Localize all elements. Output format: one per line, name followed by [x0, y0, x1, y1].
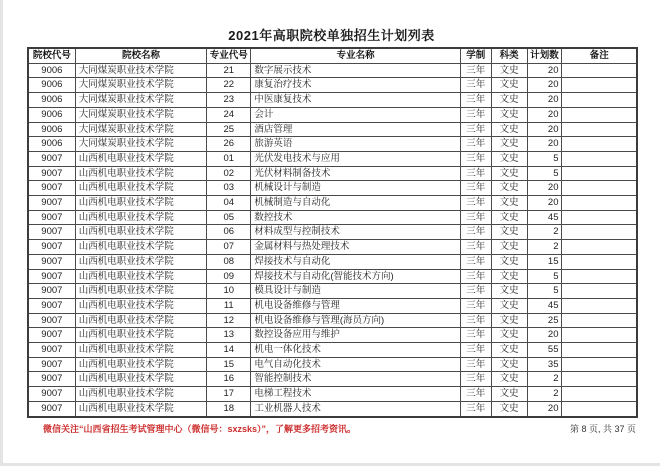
- note-cell: [562, 298, 637, 313]
- table-row: [28, 196, 637, 211]
- college-name-cell: 山西机电职业技术学院: [75, 343, 206, 358]
- category-cell: 文史: [491, 240, 527, 255]
- major-code-cell: 22: [207, 78, 251, 93]
- duration-cell: 三年: [460, 269, 491, 284]
- note-cell: [562, 401, 637, 416]
- major-code-cell: 18: [207, 401, 251, 416]
- duration-cell: 三年: [460, 78, 491, 93]
- college-code-cell: 9007: [28, 196, 75, 211]
- duration-cell: 三年: [460, 284, 491, 299]
- college-name-cell: 山西机电职业技术学院: [75, 181, 206, 196]
- major-code-cell: 06: [207, 225, 251, 240]
- category-cell: 文史: [491, 313, 527, 328]
- major-name-cell: 电气自动化技术: [251, 357, 461, 372]
- college-name-cell: 山西机电职业技术学院: [75, 151, 206, 166]
- college-name-cell: 山西机电职业技术学院: [75, 196, 206, 211]
- category-cell: 文史: [491, 225, 527, 240]
- major-name-cell: 机械设计与制造: [251, 181, 461, 196]
- college-code-cell: 9006: [28, 107, 75, 122]
- table-header: [28, 48, 637, 63]
- major-code-cell: 05: [207, 210, 251, 225]
- major-name-cell: 智能控制技术: [251, 372, 461, 387]
- major-code-cell: 23: [207, 93, 251, 108]
- header-duration: 学制: [460, 48, 491, 63]
- note-cell: [562, 225, 637, 240]
- plan-count-cell: 55: [527, 343, 562, 358]
- college-name-cell: 山西机电职业技术学院: [75, 284, 206, 299]
- college-code-cell: 9007: [28, 254, 75, 269]
- category-cell: 文史: [491, 372, 527, 387]
- note-cell: [562, 254, 637, 269]
- plan-count-cell: 5: [527, 284, 562, 299]
- college-name-cell: 山西机电职业技术学院: [75, 210, 206, 225]
- college-code-cell: 9006: [28, 122, 75, 137]
- category-cell: 文史: [491, 328, 527, 343]
- plan-count-cell: 15: [527, 254, 562, 269]
- note-cell: [562, 269, 637, 284]
- duration-cell: 三年: [460, 254, 491, 269]
- plan-count-cell: 45: [527, 210, 562, 225]
- table-row: [28, 313, 637, 328]
- category-cell: 文史: [491, 401, 527, 416]
- major-name-cell: 酒店管理: [251, 122, 461, 137]
- major-name-cell: 数控技术: [251, 210, 461, 225]
- duration-cell: 三年: [460, 122, 491, 137]
- duration-cell: 三年: [460, 107, 491, 122]
- college-name-cell: 山西机电职业技术学院: [75, 298, 206, 313]
- plan-count-cell: 20: [527, 196, 562, 211]
- category-cell: 文史: [491, 357, 527, 372]
- major-code-cell: 24: [207, 107, 251, 122]
- category-cell: 文史: [491, 343, 527, 358]
- plan-count-cell: 20: [527, 63, 562, 78]
- college-code-cell: 9007: [28, 401, 75, 416]
- category-cell: 文史: [491, 181, 527, 196]
- plan-count-cell: 20: [527, 122, 562, 137]
- college-name-cell: 大同煤炭职业技术学院: [75, 63, 206, 78]
- table-row: [28, 225, 637, 240]
- major-name-cell: 焊接技术与自动化(智能技术方向): [251, 269, 461, 284]
- table-row: [28, 254, 637, 269]
- college-code-cell: 9007: [28, 372, 75, 387]
- page-number-indicator: 第 8 页, 共 37 页: [569, 423, 636, 434]
- duration-cell: 三年: [460, 357, 491, 372]
- major-code-cell: 08: [207, 254, 251, 269]
- college-name-cell: 大同煤炭职业技术学院: [75, 137, 206, 152]
- note-cell: [562, 137, 637, 152]
- duration-cell: 三年: [460, 387, 491, 402]
- major-code-cell: 10: [207, 284, 251, 299]
- category-cell: 文史: [491, 151, 527, 166]
- duration-cell: 三年: [460, 313, 491, 328]
- page-footer: [27, 422, 638, 435]
- college-name-cell: 山西机电职业技术学院: [75, 225, 206, 240]
- college-name-cell: 山西机电职业技术学院: [75, 357, 206, 372]
- major-code-cell: 03: [207, 181, 251, 196]
- table-row: [28, 343, 637, 358]
- category-cell: 文史: [491, 254, 527, 269]
- college-code-cell: 9007: [28, 225, 75, 240]
- duration-cell: 三年: [460, 196, 491, 211]
- category-cell: 文史: [491, 196, 527, 211]
- college-code-cell: 9006: [28, 78, 75, 93]
- duration-cell: 三年: [460, 225, 491, 240]
- note-cell: [562, 210, 637, 225]
- table-body: [28, 63, 637, 416]
- category-cell: 文史: [491, 298, 527, 313]
- note-cell: [562, 196, 637, 211]
- college-name-cell: 大同煤炭职业技术学院: [75, 107, 206, 122]
- plan-count-cell: 35: [527, 357, 562, 372]
- note-cell: [562, 93, 637, 108]
- table-row: [28, 166, 637, 181]
- wechat-notice: 微信关注“山西省招生考试管理中心（微信号：sxzsks）”，了解更多招考资讯。: [43, 423, 357, 434]
- duration-cell: 三年: [460, 240, 491, 255]
- college-code-cell: 9007: [28, 151, 75, 166]
- major-name-cell: 电梯工程技术: [251, 387, 461, 402]
- note-cell: [562, 328, 637, 343]
- college-name-cell: 山西机电职业技术学院: [75, 254, 206, 269]
- major-code-cell: 12: [207, 313, 251, 328]
- major-code-cell: 11: [207, 298, 251, 313]
- header-major-name: 专业名称: [251, 48, 461, 63]
- table-row: [28, 137, 637, 152]
- major-code-cell: 17: [207, 387, 251, 402]
- duration-cell: 三年: [460, 298, 491, 313]
- plan-count-cell: 5: [527, 151, 562, 166]
- duration-cell: 三年: [460, 151, 491, 166]
- duration-cell: 三年: [460, 343, 491, 358]
- note-cell: [562, 284, 637, 299]
- college-code-cell: 9007: [28, 328, 75, 343]
- plan-count-cell: 2: [527, 387, 562, 402]
- major-name-cell: 材料成型与控制技术: [251, 225, 461, 240]
- table-row: [28, 107, 637, 122]
- header-college-code: 院校代号: [28, 48, 75, 63]
- major-code-cell: 25: [207, 122, 251, 137]
- plan-count-cell: 20: [527, 137, 562, 152]
- duration-cell: 三年: [460, 166, 491, 181]
- note-cell: [562, 372, 637, 387]
- major-name-cell: 机械制造与自动化: [251, 196, 461, 211]
- major-name-cell: 工业机器人技术: [251, 401, 461, 416]
- college-name-cell: 山西机电职业技术学院: [75, 372, 206, 387]
- college-name-cell: 山西机电职业技术学院: [75, 166, 206, 181]
- note-cell: [562, 107, 637, 122]
- major-name-cell: 机电设备维修与管理(海员方向): [251, 313, 461, 328]
- college-code-cell: 9007: [28, 357, 75, 372]
- plan-count-cell: 20: [527, 107, 562, 122]
- category-cell: 文史: [491, 166, 527, 181]
- major-name-cell: 会计: [251, 107, 461, 122]
- table-row: [28, 401, 637, 416]
- category-cell: 文史: [491, 284, 527, 299]
- college-name-cell: 山西机电职业技术学院: [75, 313, 206, 328]
- college-name-cell: 山西机电职业技术学院: [75, 269, 206, 284]
- duration-cell: 三年: [460, 93, 491, 108]
- category-cell: 文史: [491, 63, 527, 78]
- plan-count-cell: 20: [527, 78, 562, 93]
- category-cell: 文史: [491, 93, 527, 108]
- major-name-cell: 金属材料与热处理技术: [251, 240, 461, 255]
- college-code-cell: 9007: [28, 269, 75, 284]
- major-code-cell: 15: [207, 357, 251, 372]
- college-name-cell: 大同煤炭职业技术学院: [75, 122, 206, 137]
- college-name-cell: 山西机电职业技术学院: [75, 387, 206, 402]
- college-code-cell: 9007: [28, 181, 75, 196]
- major-code-cell: 13: [207, 328, 251, 343]
- table-row: [28, 151, 637, 166]
- plan-count-cell: 5: [527, 269, 562, 284]
- table-row: [28, 240, 637, 255]
- plan-count-cell: 5: [527, 166, 562, 181]
- plan-count-cell: 20: [527, 328, 562, 343]
- table-row: [28, 78, 637, 93]
- duration-cell: 三年: [460, 372, 491, 387]
- note-cell: [562, 357, 637, 372]
- category-cell: 文史: [491, 78, 527, 93]
- note-cell: [562, 387, 637, 402]
- duration-cell: 三年: [460, 401, 491, 416]
- plan-count-cell: 20: [527, 181, 562, 196]
- college-code-cell: 9007: [28, 210, 75, 225]
- plan-count-cell: 2: [527, 225, 562, 240]
- major-name-cell: 康复治疗技术: [251, 78, 461, 93]
- major-code-cell: 07: [207, 240, 251, 255]
- major-code-cell: 14: [207, 343, 251, 358]
- note-cell: [562, 313, 637, 328]
- note-cell: [562, 240, 637, 255]
- note-cell: [562, 343, 637, 358]
- major-name-cell: 数字展示技术: [251, 63, 461, 78]
- college-code-cell: 9006: [28, 93, 75, 108]
- duration-cell: 三年: [460, 63, 491, 78]
- table-row: [28, 210, 637, 225]
- plan-count-cell: 25: [527, 313, 562, 328]
- college-code-cell: 9006: [28, 63, 75, 78]
- header-category: 科类: [491, 48, 527, 63]
- major-name-cell: 光伏发电技术与应用: [251, 151, 461, 166]
- college-name-cell: 山西机电职业技术学院: [75, 401, 206, 416]
- table-row: [28, 387, 637, 402]
- page-title: 2021年高职院校单独招生计划列表: [228, 28, 435, 43]
- note-cell: [562, 181, 637, 196]
- major-name-cell: 光伏材料制备技术: [251, 166, 461, 181]
- major-code-cell: 01: [207, 151, 251, 166]
- header-college-name: 院校名称: [75, 48, 206, 63]
- note-cell: [562, 166, 637, 181]
- major-name-cell: 中医康复技术: [251, 93, 461, 108]
- note-cell: [562, 78, 637, 93]
- header-major-code: 专业代号: [207, 48, 251, 63]
- table-row: [28, 122, 637, 137]
- table-row: [28, 284, 637, 299]
- major-code-cell: 26: [207, 137, 251, 152]
- plan-count-cell: 2: [527, 240, 562, 255]
- header-plan-count: 计划数: [527, 48, 562, 63]
- college-code-cell: 9007: [28, 298, 75, 313]
- note-cell: [562, 63, 637, 78]
- table-row: [28, 328, 637, 343]
- plan-count-cell: 2: [527, 372, 562, 387]
- table-row: [28, 93, 637, 108]
- table-row: [28, 63, 637, 78]
- plan-count-cell: 20: [527, 401, 562, 416]
- enrollment-plan-table: [27, 47, 638, 418]
- college-name-cell: 山西机电职业技术学院: [75, 240, 206, 255]
- college-code-cell: 9007: [28, 387, 75, 402]
- table-row: [28, 298, 637, 313]
- college-code-cell: 9007: [28, 343, 75, 358]
- major-code-cell: 21: [207, 63, 251, 78]
- college-name-cell: 大同煤炭职业技术学院: [75, 78, 206, 93]
- category-cell: 文史: [491, 122, 527, 137]
- header-row: [28, 48, 637, 63]
- major-name-cell: 旅游英语: [251, 137, 461, 152]
- header-note: 备注: [562, 48, 637, 63]
- table-row: [28, 181, 637, 196]
- college-name-cell: 大同煤炭职业技术学院: [75, 93, 206, 108]
- major-name-cell: 模具设计与制造: [251, 284, 461, 299]
- duration-cell: 三年: [460, 210, 491, 225]
- college-code-cell: 9007: [28, 240, 75, 255]
- major-name-cell: 焊接技术与自动化: [251, 254, 461, 269]
- major-code-cell: 04: [207, 196, 251, 211]
- major-code-cell: 02: [207, 166, 251, 181]
- plan-count-cell: 20: [527, 93, 562, 108]
- college-name-cell: 山西机电职业技术学院: [75, 328, 206, 343]
- category-cell: 文史: [491, 269, 527, 284]
- college-code-cell: 9006: [28, 137, 75, 152]
- table-row: [28, 269, 637, 284]
- major-code-cell: 09: [207, 269, 251, 284]
- document-page: [3, 0, 660, 463]
- duration-cell: 三年: [460, 328, 491, 343]
- college-code-cell: 9007: [28, 313, 75, 328]
- note-cell: [562, 151, 637, 166]
- duration-cell: 三年: [460, 137, 491, 152]
- category-cell: 文史: [491, 210, 527, 225]
- note-cell: [562, 122, 637, 137]
- major-code-cell: 16: [207, 372, 251, 387]
- table-row: [28, 372, 637, 387]
- category-cell: 文史: [491, 387, 527, 402]
- major-name-cell: 数控设备应用与维护: [251, 328, 461, 343]
- major-name-cell: 机电一体化技术: [251, 343, 461, 358]
- college-code-cell: 9007: [28, 166, 75, 181]
- duration-cell: 三年: [460, 181, 491, 196]
- category-cell: 文史: [491, 137, 527, 152]
- major-name-cell: 机电设备维修与管理: [251, 298, 461, 313]
- plan-count-cell: 45: [527, 298, 562, 313]
- table-row: [28, 357, 637, 372]
- category-cell: 文史: [491, 107, 527, 122]
- college-code-cell: 9007: [28, 284, 75, 299]
